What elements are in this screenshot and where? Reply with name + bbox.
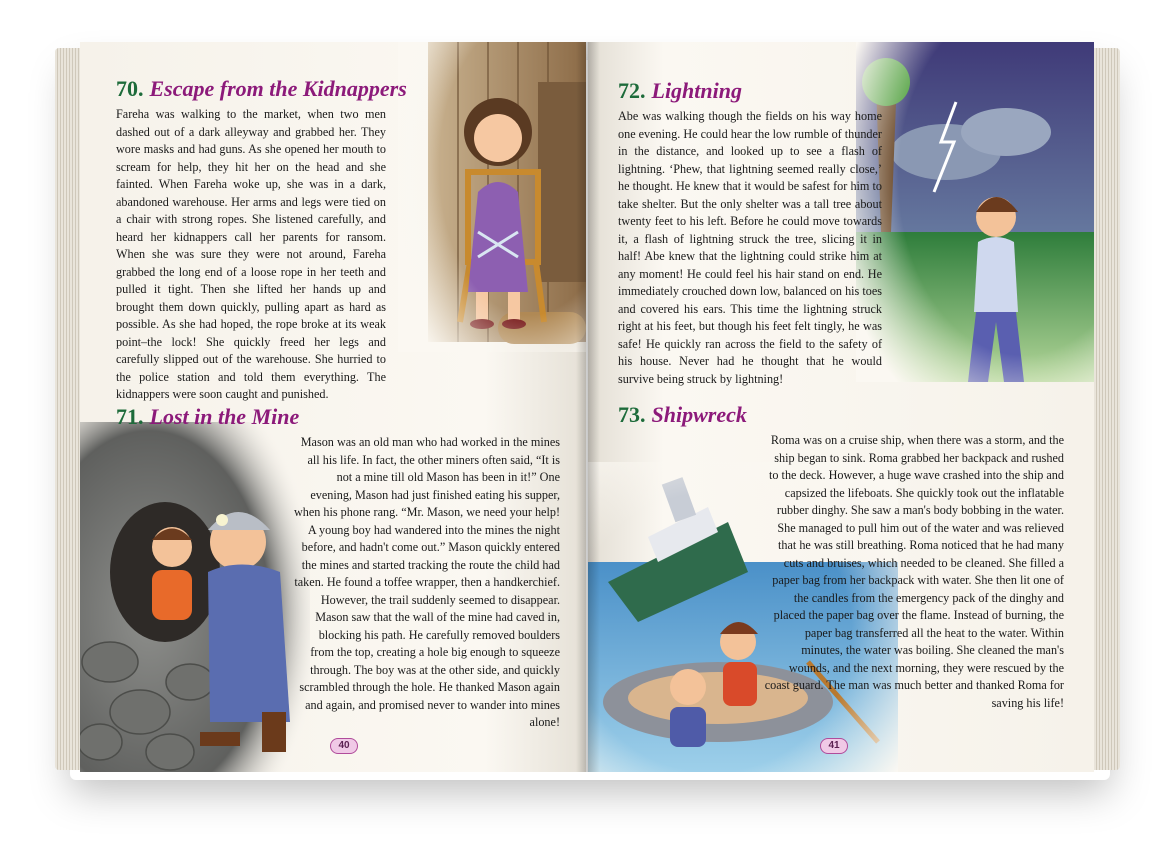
story-72-title-text: Lightning xyxy=(651,78,742,103)
story-72-title xyxy=(618,78,742,104)
lightning-illustration xyxy=(856,42,1094,382)
story-70-text: Fareha was walking to the market, when two men dashed out of a dark alleyway and grabbed her. They wore masks and had guns. As she opened her mouth to scream for help, they hit her on the head and she fainted. When Fareha woke up, she was in a dark, abandoned warehouse. Her arms and legs were tied on a chair with strong ropes. She listened carefully, and heard her kidnappers call her parents for ransom. When she was sure they were not around, Fareha grabbed the long end of a loose rope in her teeth and pulled it tight. Then she lifted her hands up and brought them down quickly, pulling apart as hard as possible. As she had hoped, the rope broke at its weak point–the lock! She quickly freed her legs and carefully slipped out of the warehouse. She hurried to the police station and told them everything. The kidnappers were soon caught and punished. xyxy=(116,107,386,401)
story-72-text: Abe was walking though the fields on his way home one evening. He could hear the low rumble of thunder in the distance, and looked up to see a flash of lightning. ‘Phew, that lightning seemed really close,’ he thought. He knew that it would be safest for him to take shelter. But the only shelter was a tall tree about twenty feet to his left. Before he could move towards it, a flash of lightning struck the tree, slicing it in half! Abe knew that the lightning could strike him at any moment! He could feel his hair stand on end. He immediately crouched down low, balanced on his toes and covered his ears. This time the lightning struck right at his feet, but though his feet felt tingly, he was safe! He quickly ran across the field to the safety of his house. Never had he thought that he would survive being struck by lightning! xyxy=(618,109,882,386)
story-71-title-text: Lost in the Mine xyxy=(149,404,300,429)
page-number-40: 40 xyxy=(330,738,358,754)
story-71-text: Mason was an old man who had worked in the mines all his life. In fact, the other miners often said, “It is not a mine till old Mason has been in it!” One evening, Mason had just finished eating his supper, when his phone rang. “Mr. Mason, we need your help! A young boy had wandered into the mines the night before, and hadn't come out.” Mason quickly entered the mines and started tracking the route the child had taken. He found a toffee wrapper, then a handkerchief. However, the trail suddenly seemed to disappear. Mason saw that the wall of the mine had caved in, blocking his path. He carefully removed boulders from the top, creating a hole big enough to squeeze through. The boy was at the other side, and quickly scrambled through the hole. He thanked Mason again and again, and promised never to wander into mines alone! xyxy=(293,435,560,729)
story-70-number: 70. xyxy=(116,76,144,101)
story-72-number: 72. xyxy=(618,78,646,103)
story-71-title xyxy=(116,404,299,430)
left-page xyxy=(80,42,586,772)
story-71-number: 71. xyxy=(116,404,144,429)
story-70-title-text: Escape from the Kidnappers xyxy=(149,76,407,101)
story-73-text: Roma was on a cruise ship, when there was a storm, and the ship began to sink. Roma grabbed her backpack and rushed to the deck. However, a huge wave crashed into the ship and capsized the lifeboats. She quickly took out the inflatable rubber dinghy. She saw a man's body bobbing in the water. She managed to pull him out of the water and was relieved that he was still breathing. Roma noticed that he had many cuts and bruises, which needed to be cleaned. She filled a paper bag from her backpack with water. She then lit one of the candles from the emergency pack of the dinghy and placed the paper bag over the flame. Instead of burning, the paper bag transferred all the heat to the water. Within minutes, the water was boiling. She cleaned the man's wounds, and the next morning, they were rescued by the coast guard. The man was much better and thanked Roma for saving his life! xyxy=(764,433,1064,710)
story-73-title xyxy=(618,402,747,428)
mine-illustration xyxy=(80,422,310,772)
story-73-title-text: Shipwreck xyxy=(651,402,747,427)
page-number-41: 41 xyxy=(820,738,848,754)
story-70-title xyxy=(116,76,407,102)
book-gutter xyxy=(576,42,600,772)
page-edges-right xyxy=(1090,48,1120,770)
right-page xyxy=(588,42,1094,772)
story-73-number: 73. xyxy=(618,402,646,427)
kidnap-illustration xyxy=(398,42,586,352)
